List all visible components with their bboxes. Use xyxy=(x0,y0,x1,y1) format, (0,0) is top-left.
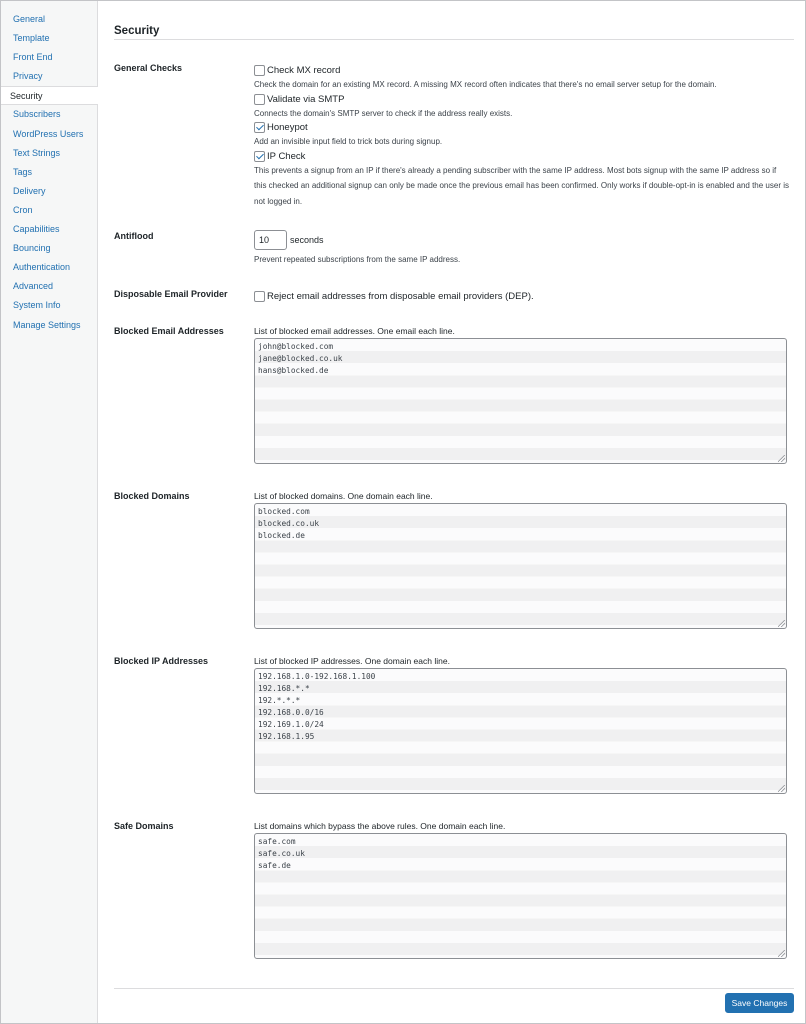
blocked-ips-label: Blocked IP Addresses xyxy=(114,656,209,666)
textarea-line: 192.168.0.0/16 xyxy=(258,708,324,718)
blocked-ips-textarea[interactable] xyxy=(254,668,787,794)
textarea-line: safe.com xyxy=(258,837,296,846)
resize-handle-icon[interactable] xyxy=(778,950,785,957)
blocked-emails-textarea[interactable] xyxy=(254,338,787,464)
ip-check-option[interactable] xyxy=(254,150,789,163)
honeypot-description: Add an invisible input field to trick bots during signup. xyxy=(254,137,443,146)
settings-main xyxy=(114,1,794,1023)
antiflood-label: Antiflood xyxy=(114,231,154,241)
textarea-line: 192.168.1.0-192.168.1.100 xyxy=(258,672,376,681)
resize-handle-icon[interactable] xyxy=(778,455,785,462)
blocked-domains-label: Blocked Domains xyxy=(114,491,190,501)
safe-domains-label: Safe Domains xyxy=(114,821,174,831)
general-checks-label: General Checks xyxy=(114,63,183,73)
check-mx-checkbox[interactable] xyxy=(254,65,265,76)
ip-check-checkbox[interactable] xyxy=(254,151,265,162)
divider xyxy=(114,39,794,40)
sidebar-item-subscribers[interactable]: Subscribers xyxy=(13,109,61,120)
sidebar-item-security[interactable]: Security xyxy=(1,86,98,105)
safe-domains-field xyxy=(254,819,789,959)
honeypot-option[interactable] xyxy=(254,121,789,134)
settings-sidebar xyxy=(1,1,98,1023)
sidebar-item-general[interactable]: General xyxy=(13,14,46,24)
check-mx-option[interactable] xyxy=(254,64,789,77)
textarea-line: blocked.co.uk xyxy=(258,519,320,529)
blocked-domains-textarea[interactable] xyxy=(254,503,787,629)
textarea-line: safe.co.uk xyxy=(258,849,305,859)
blocked-domains-field xyxy=(254,489,789,629)
divider xyxy=(114,988,794,989)
textarea-line: 192.168.*.* xyxy=(258,684,310,694)
honeypot-label: Honeypot xyxy=(267,122,308,133)
antiflood-unit: seconds xyxy=(290,235,324,245)
save-changes-button[interactable]: Save Changes xyxy=(725,993,794,1013)
ip-check-label: IP Check xyxy=(267,150,306,162)
disposable-label: Disposable Email Provider xyxy=(114,289,228,299)
sidebar-item-privacy[interactable]: Privacy xyxy=(13,71,43,82)
sidebar-item-manage-settings[interactable]: Manage Settings xyxy=(13,319,81,330)
textarea-line: blocked.de xyxy=(258,531,305,541)
textarea-line: hans@blocked.de xyxy=(258,366,329,376)
sidebar-item-system-info[interactable]: System Info xyxy=(13,300,61,311)
resize-handle-icon[interactable] xyxy=(778,785,785,792)
check-mx-description: Check the domain for an existing MX record. A missing MX record often indicates that there's no email server setup for the domain. xyxy=(254,80,717,89)
general-checks-field xyxy=(254,64,789,209)
sidebar-item-capabilities[interactable]: Capabilities xyxy=(13,224,60,235)
blocked-emails-field xyxy=(254,324,789,464)
safe-domains-textarea[interactable] xyxy=(254,833,787,959)
blocked-ips-caption: List of blocked IP addresses. One domain each line. xyxy=(254,656,450,666)
validate-smtp-description: Connects the domain's SMTP server to check if the address really exists. xyxy=(254,108,513,118)
disposable-checkbox[interactable] xyxy=(254,291,265,302)
sidebar-item-front-end[interactable]: Front End xyxy=(13,52,53,63)
textarea-line: 192.169.1.0/24 xyxy=(258,720,324,730)
resize-handle-icon[interactable] xyxy=(778,620,785,627)
blocked-ips-field xyxy=(254,654,789,794)
sidebar-item-tags[interactable]: Tags xyxy=(13,166,33,177)
sidebar-item-bouncing[interactable]: Bouncing xyxy=(13,243,51,254)
sidebar-item-cron[interactable]: Cron xyxy=(13,204,33,215)
page-title: Security xyxy=(114,25,160,37)
sidebar-item-delivery[interactable]: Delivery xyxy=(13,185,46,196)
sidebar-item-advanced[interactable]: Advanced xyxy=(13,281,54,292)
safe-domains-caption: List domains which bypass the above rules. One domain each line. xyxy=(254,821,506,831)
disposable-checkbox-label: Reject email addresses from disposable email providers (DEP). xyxy=(267,291,534,302)
antiflood-description: Prevent repeated subscriptions from the same IP address. xyxy=(254,255,461,264)
textarea-line: blocked.com xyxy=(258,507,310,516)
sidebar-item-text-strings[interactable]: Text Strings xyxy=(13,147,61,158)
sidebar-item-template[interactable]: Template xyxy=(13,33,50,44)
validate-smtp-option[interactable] xyxy=(254,93,789,106)
textarea-line: 192.168.1.95 xyxy=(258,732,315,742)
disposable-option[interactable] xyxy=(254,290,789,303)
blocked-emails-label: Blocked Email Addresses xyxy=(114,326,224,336)
ip-check-description: This prevents a signup from an IP if there's already a pending subscriber with the same IP address. Most bots signup with the same IP address so if this checked an additional signup can only be made once the previous email has been confirmed. Only works if double-opt-in is enabled and the user is not logged in. xyxy=(254,165,789,206)
disposable-field xyxy=(254,290,789,303)
honeypot-checkbox[interactable] xyxy=(254,122,265,133)
validate-smtp-label: Validate via SMTP xyxy=(267,93,345,105)
textarea-line: john@blocked.com xyxy=(258,342,334,351)
validate-smtp-checkbox[interactable] xyxy=(254,94,265,105)
sidebar-item-wordpress-users[interactable]: WordPress Users xyxy=(13,128,84,139)
antiflood-input[interactable] xyxy=(254,230,287,250)
antiflood-field xyxy=(254,230,789,268)
blocked-domains-caption: List of blocked domains. One domain each line. xyxy=(254,491,433,501)
check-mx-label: Check MX record xyxy=(267,65,341,76)
textarea-line: jane@blocked.co.uk xyxy=(258,354,343,364)
blocked-emails-caption: List of blocked email addresses. One email each line. xyxy=(254,326,455,336)
sidebar-item-authentication[interactable]: Authentication xyxy=(13,262,71,273)
textarea-line: 192.*.*.* xyxy=(258,696,301,706)
textarea-line: safe.de xyxy=(258,861,291,871)
